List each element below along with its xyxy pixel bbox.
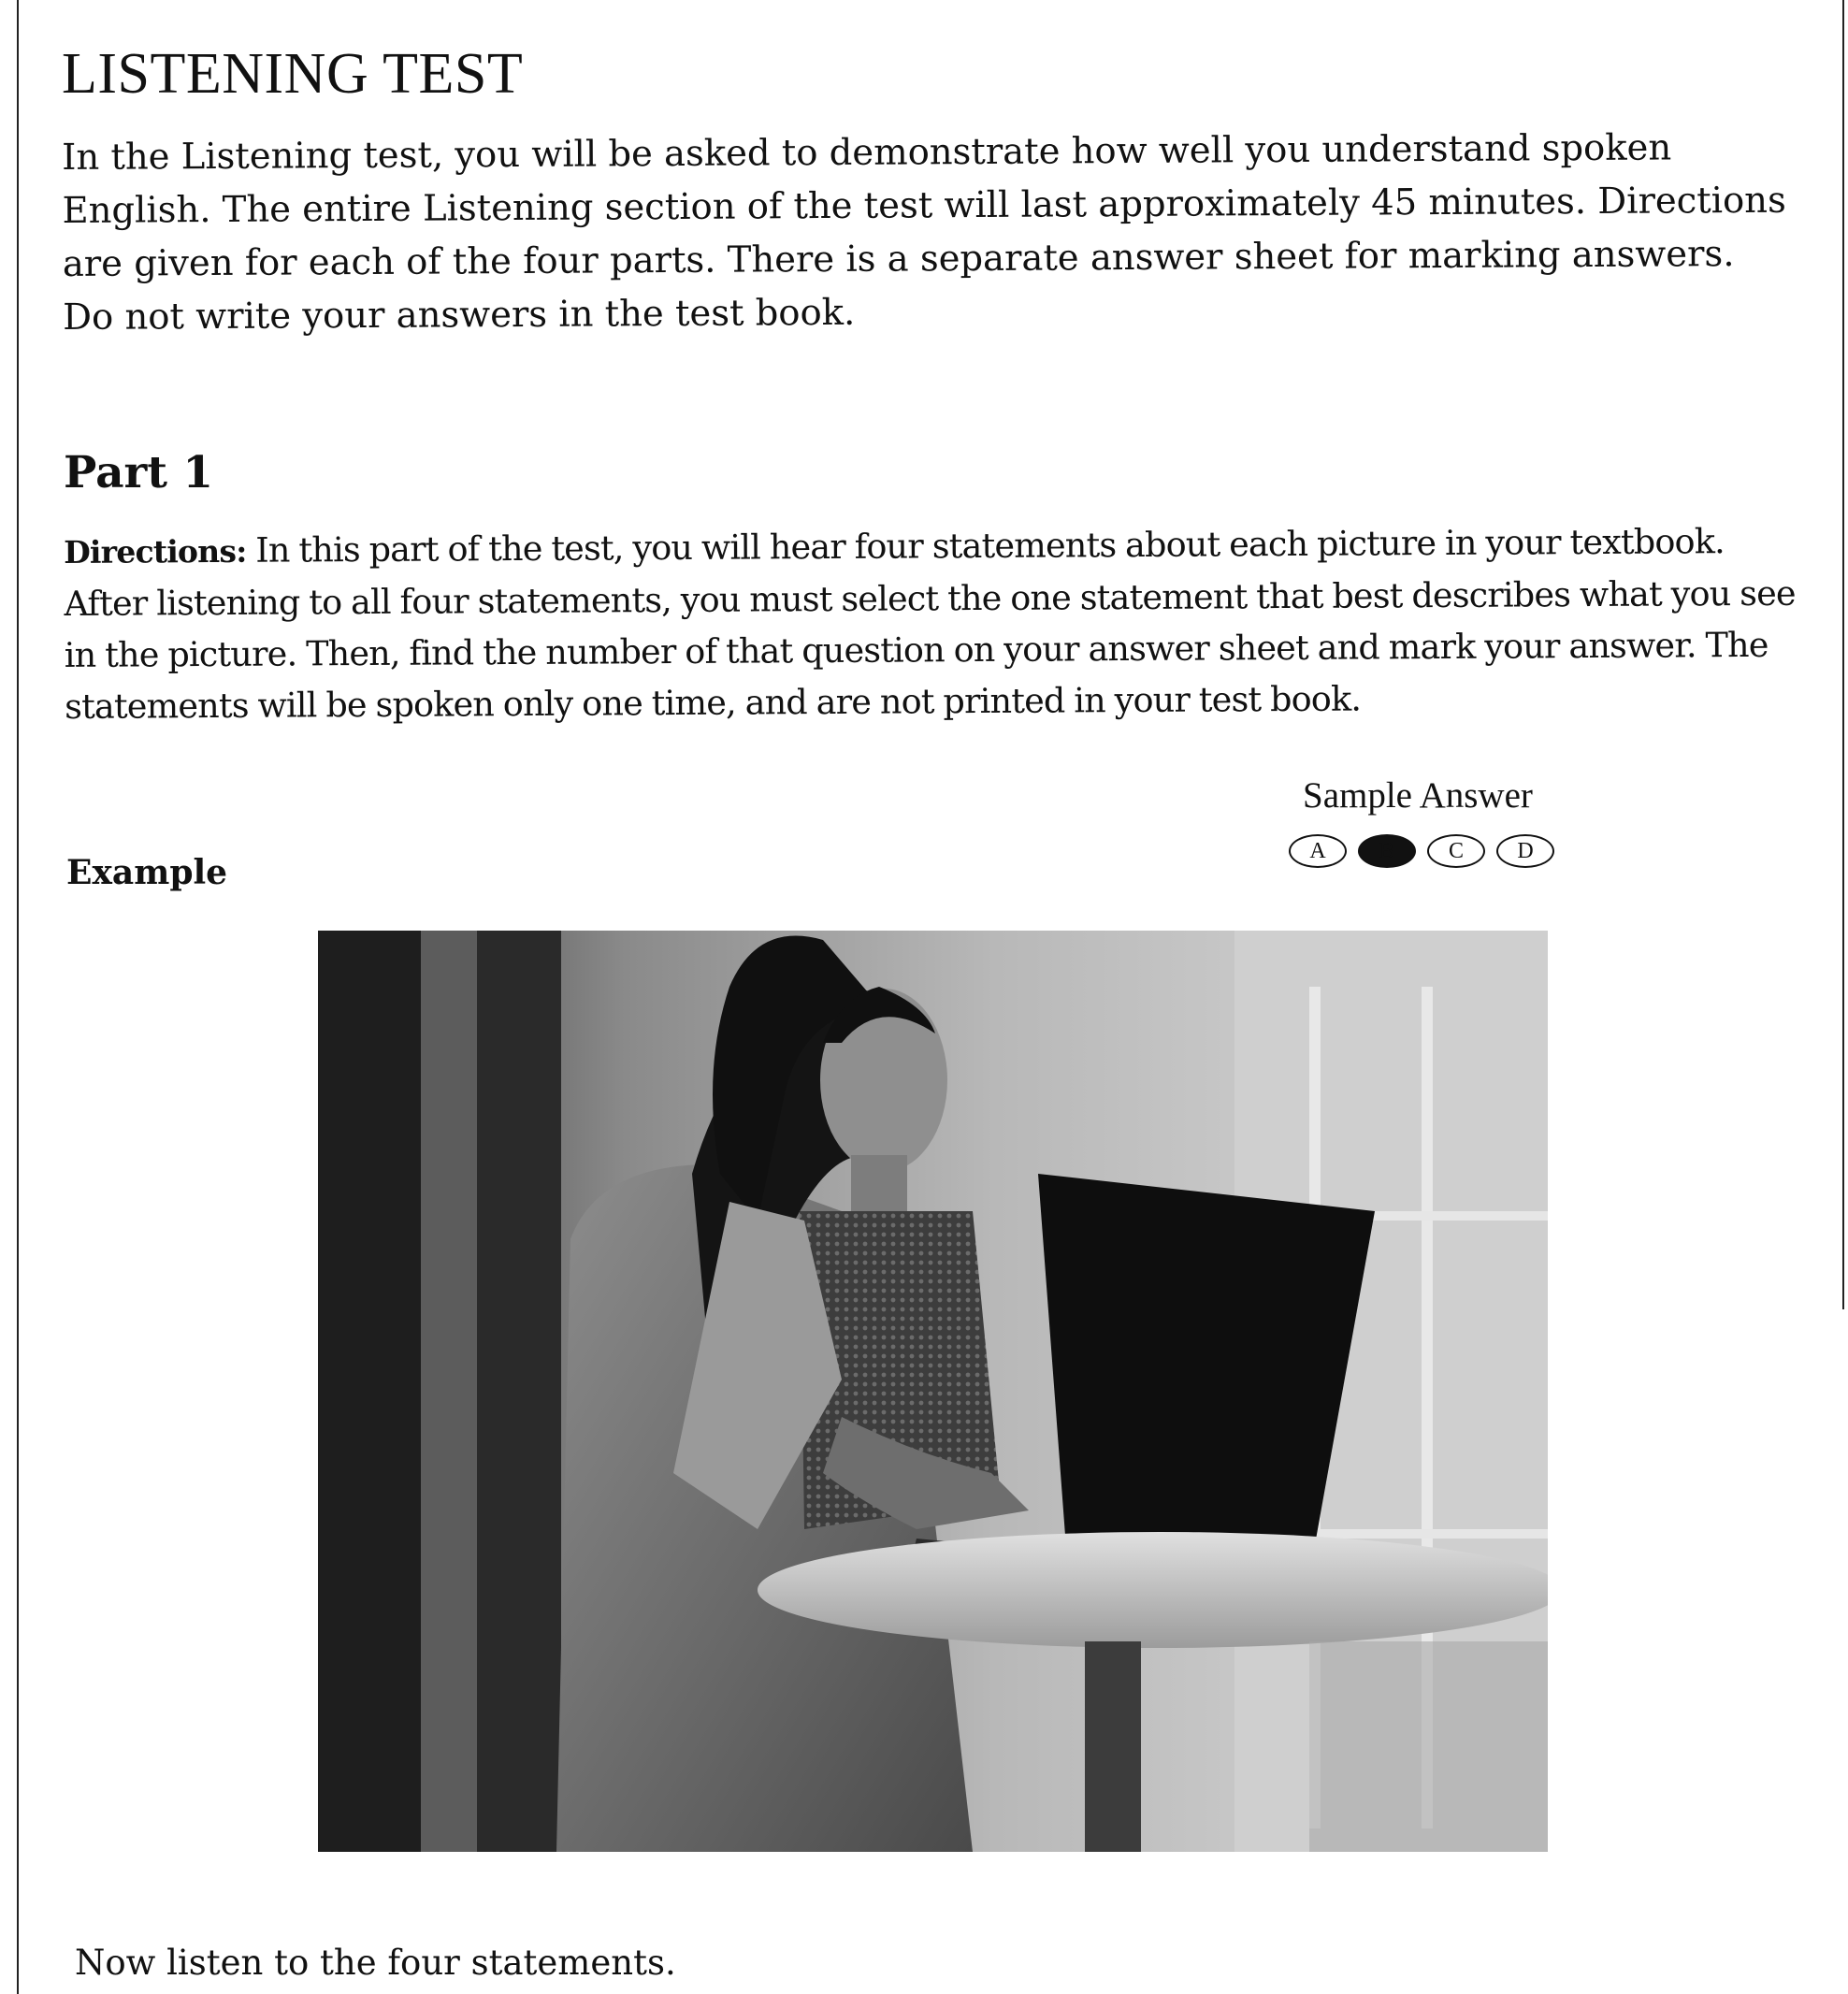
page-title: LISTENING TEST: [62, 42, 524, 106]
answer-bubble-c: C: [1427, 834, 1485, 868]
directions-text: In this part of the test, you will hear four statements about each picture in your textbook. After listening to all four statements, you must select the one statement that best describes what you see in the picture. Then, find the number of that question on your answer sheet and mark your answer. The statements will be spoken only one time, and are not printed in your test book.: [64, 521, 1796, 727]
directions-paragraph: [64, 515, 1797, 732]
woman-laptop-photo: [318, 931, 1548, 1852]
example-label: Example: [66, 853, 228, 892]
directions-label: Directions:: [64, 532, 247, 571]
sample-answer-bubbles: [1289, 834, 1554, 868]
page-border-left: [17, 0, 19, 1994]
page-border-right: [1842, 0, 1844, 1309]
instruction-text: Now listen to the four statements.: [75, 1943, 676, 1983]
answer-bubble-d: D: [1496, 834, 1554, 868]
intro-paragraph: In the Listening test, you will be asked to demonstrate how well you understand spoken English. The entire Listening section of the test will last approximately 45 minutes. Directions are given for each of the four parts. There is a separate answer sheet for marking answers. Do not write your answers in the test book.: [62, 126, 1786, 339]
part-heading: Part 1: [64, 447, 214, 498]
photo-illustration: [318, 931, 1548, 1852]
answer-bubble-a: A: [1289, 834, 1347, 868]
sample-answer-label: Sample Answer: [1303, 775, 1533, 816]
answer-bubble-b: B: [1358, 834, 1416, 868]
